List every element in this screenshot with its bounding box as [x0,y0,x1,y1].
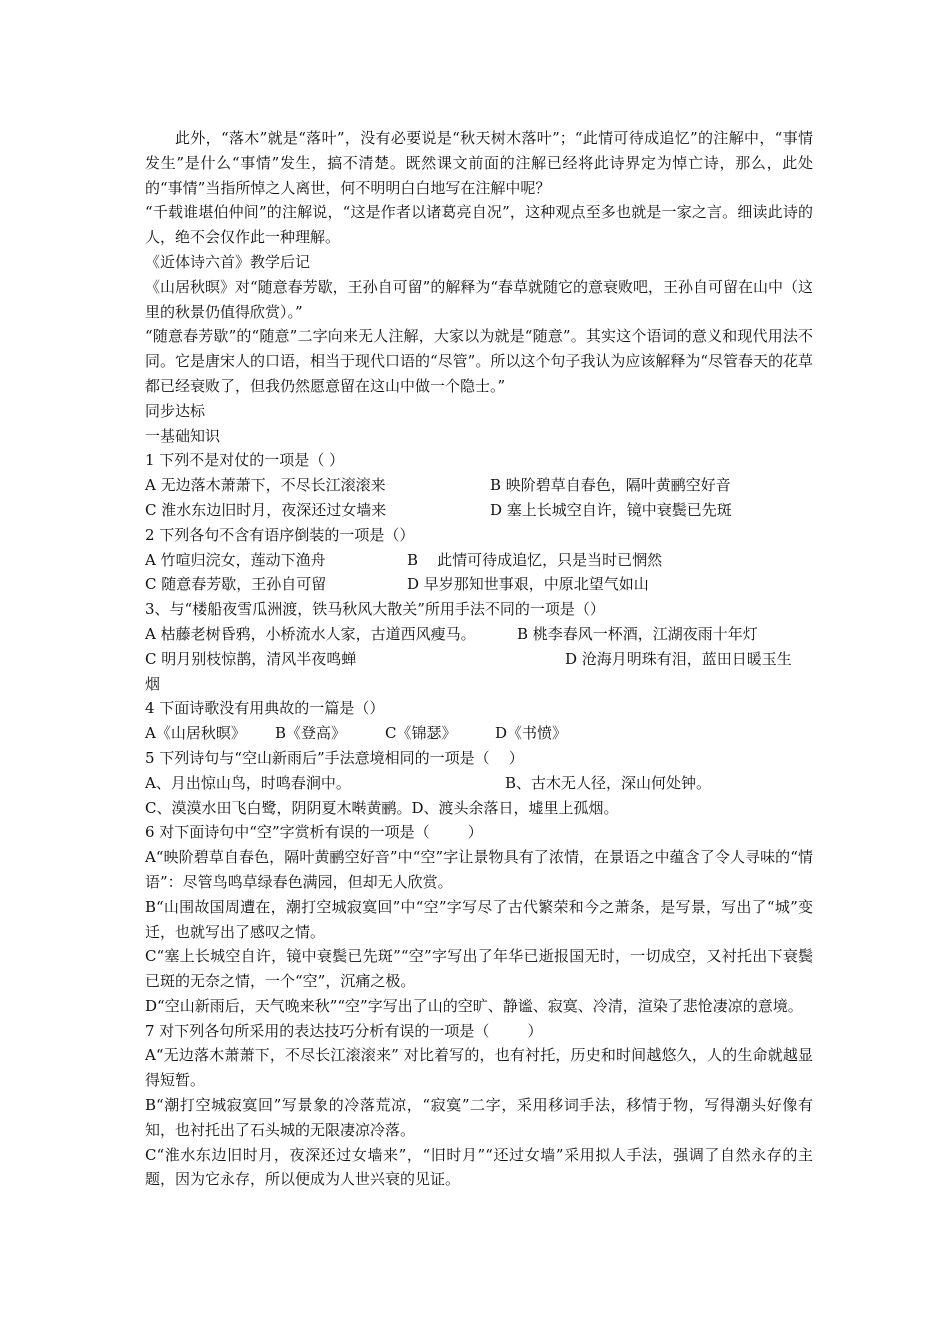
question-1-option-b: B 映阶碧草自春色，隔叶黄鹂空好音 [490,476,731,495]
question-1-option-a: A 无边落木萧萧下，不尽长江滚滚来 [145,476,386,495]
question-2-option-b: B 此情可待成追忆，只是当时已惘然 [407,550,663,569]
question-7-stem: 7 对下列各句所采用的表达技巧分析有误的一项是（ ） [145,1021,543,1040]
section-subtitle: 一基础知识 [145,426,221,445]
postscript-title: 《近体诗六首》教学后记 [145,252,311,271]
question-1-option-d: D 塞上长城空自许，镜中衰鬓已先斑 [490,500,732,519]
question-2-option-a: A 竹喧归浣女，莲动下渔舟 [145,550,326,569]
question-4-option-d: D《书愤》 [495,724,568,743]
question-7-option-b: B“潮打空城寂寞回”写景象的冷落荒凉，“寂寞”二字，采用移词手法，移情于物，写得潮头好像有知，也衬托出了石头城的无限凄凉冷落。 [145,1096,813,1139]
question-3-option-c: C 明月别枝惊鹊，清风半夜鸣蝉 [145,649,357,668]
question-3-option-d: D 沧海月明珠有泪，蓝田日暖玉生 [565,649,792,668]
question-6-option-a: A“映阶碧草自春色，隔叶黄鹂空好音”中“空”字让景物具有了浓情，在景语之中蕴含了令人寻味的“情语”：尽管鸟鸣草绿春色满园，但却无人欣赏。 [145,848,813,891]
question-3-option-d-continued: 烟 [145,674,161,693]
question-2-option-c: C 随意春芳歇，王孙自可留 [145,575,327,594]
question-2-options-row-2 [145,572,813,597]
question-6-option-b: B“山围故国周遭在，潮打空城寂寞回”中“空”字写尽了古代繁荣和今之萧条，是写景，写出了“城”变迁，也就写出了感叹之情。 [145,897,813,941]
question-5-stem: 5 下列诗句与“空山新雨后”手法意境相同的一项是（ ） [145,748,524,767]
question-4-stem: 4 下面诗歌没有用典故的一篇是（） [145,699,385,718]
question-2-options-row-1 [145,548,813,573]
postscript-paragraph-1: 《山居秋暝》对“随意春芳歇，王孙自可留”的解释为“春草就随它的意衰败吧，王孙自可留在山中（这里的秋景仍值得欣赏）。” [145,277,814,321]
question-1-stem: 1 下列不是对仗的一项是（ ） [145,451,345,470]
question-4-option-b: B《登高》 [275,724,347,743]
question-4-option-c: C《锦瑟》 [385,724,457,743]
question-2-option-d: D 早岁那知世事艰，中原北望气如山 [407,575,649,594]
question-6-option-c: C“塞上长城空自许，镜中衰鬓已先斑”“空”字写出了年华已逝报国无时，一切成空，又衬托出下衰鬓已斑的无奈之情，一个“空”，沉痛之极。 [145,947,813,991]
question-4-options-row [145,721,813,746]
intro-paragraph-1: 此外，“落木”就是“落叶”，没有必要说是“秋天树木落叶”；“此情可待成追忆”的注解中，“事情发生”是什么“事情”发生，搞不清楚。既然课文前面的注解已经将此诗界定为悼亡诗，那么，此处的“事情”当指所悼之人离世，何不明明白白地写在注解中呢？ [145,129,813,197]
question-5-option-b: B、古木无人径，深山何处钟。 [505,773,712,792]
question-3-options-row-2 [145,647,813,672]
question-5-options-cd: C、漠漠水田飞白鹭，阴阴夏木啭黄鹂。D、渡头余落日，墟里上孤烟。 [145,798,619,817]
question-1-option-c: C 淮水东边旧时月，夜深还过女墙来 [145,500,387,519]
question-2-stem: 2 下列各句不含有语序倒装的一项是（） [145,525,415,544]
question-3-stem: 3、与“楼船夜雪瓜洲渡，铁马秋风大散关”所用手法不同的一项是（） [145,600,605,619]
question-3-options-row-1 [145,622,813,647]
question-6-option-d: D“空山新雨后，天气晚来秋”“空”字写出了山的空旷、静谧、寂寞、冷清，渲染了悲怆凄凉的意境。 [145,996,803,1015]
question-7-option-a: A“无边落木萧萧下，不尽长江滚滚来” 对比着写的，也有衬托，历史和时间越悠久，人的生命就越显得短暂。 [145,1046,813,1090]
intro-paragraph-2: “千载谁堪伯仲间”的注解说，“这是作者以诸葛亮自况”，这种观点至多也就是一家之言。细读此诗的人，绝不会仅作此一种理解。 [145,203,813,247]
question-4-option-a: A《山居秋暝》 [145,724,246,743]
question-1-options-row-2 [145,498,813,523]
question-7-option-c: C“淮水东边旧时月，夜深还过女墙来”，“旧时月”“还过女墙”采用拟人手法，强调了自然永存的主题，因为它永存，所以便成为人世兴衰的见证。 [145,1145,813,1189]
question-1-options-row-1 [145,473,813,498]
question-5-options-row-1 [145,771,813,796]
question-3-option-a: A 枯藤老树昏鸦，小桥流水人家，古道西风瘦马。 [145,624,476,643]
question-6-stem: 6 对下面诗句中“空”字赏析有误的一项是（ ） [145,823,483,842]
document-page [145,126,813,1192]
question-5-option-a: A、月出惊山鸟，时鸣春涧中。 [145,773,351,792]
postscript-paragraph-2: “随意春芳歇”的“随意”二字向来无人注解，大家以为就是“随意”。其实这个语词的意义和现代用法不同。它是唐宋人的口语，相当于现代口语的“尽管”。所以这个句子我认为应该解释为“尽管春天的花草都已经衰败了，但我仍然愿意留在这山中做一个隐士。” [145,327,814,395]
question-3-option-b: B 桃李春风一杯酒，江湖夜雨十年灯 [517,624,758,643]
section-title: 同步达标 [145,401,206,420]
